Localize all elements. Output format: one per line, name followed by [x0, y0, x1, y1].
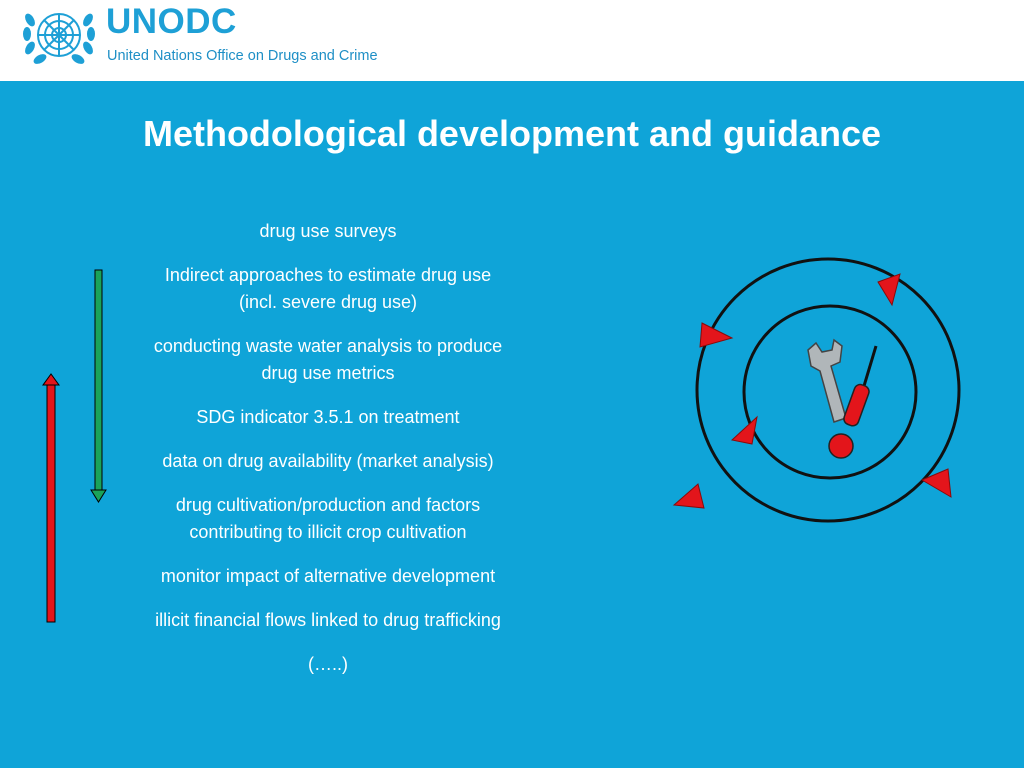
wrench-icon: [808, 340, 846, 422]
logo-name: UNODC: [106, 2, 237, 41]
list-item-line: drug use surveys: [259, 221, 397, 241]
list-item-line: contributing to illicit crop cultivation: [189, 522, 467, 542]
list-item-line: data on drug availability (market analysis): [162, 451, 494, 471]
cycle-arrowhead-icon: [700, 323, 732, 347]
list-item-line: (incl. severe drug use): [238, 292, 418, 312]
cycle-arrowhead-icon: [674, 484, 704, 508]
list-item-line: Indirect approaches to estimate drug use: [164, 265, 492, 285]
red-up-arrow-icon: [43, 374, 59, 622]
list-item-line: drug cultivation/production and factors: [175, 495, 481, 515]
cycle-arrowhead-icon: [922, 469, 951, 497]
logo-subtitle: United Nations Office on Drugs and Crime: [107, 48, 378, 64]
cycle-arrowhead-icon: [732, 417, 757, 444]
cycle-arrowhead-icon: [878, 274, 900, 305]
list-item-line: SDG indicator 3.5.1 on treatment: [196, 407, 460, 427]
screwdriver-icon: [842, 346, 876, 427]
list-item-line: conducting waste water analysis to produce: [153, 336, 503, 356]
green-down-arrow-icon: [91, 270, 106, 502]
list-item-line: illicit financial flows linked to drug trafficking: [155, 610, 501, 630]
cycle-center-dot: [829, 434, 853, 458]
list-item-line: monitor impact of alternative development: [160, 566, 496, 586]
page-title: Methodological development and guidance: [142, 113, 882, 154]
list-item-line: drug use metrics: [261, 363, 395, 383]
list-item-line: (…..): [308, 654, 348, 674]
